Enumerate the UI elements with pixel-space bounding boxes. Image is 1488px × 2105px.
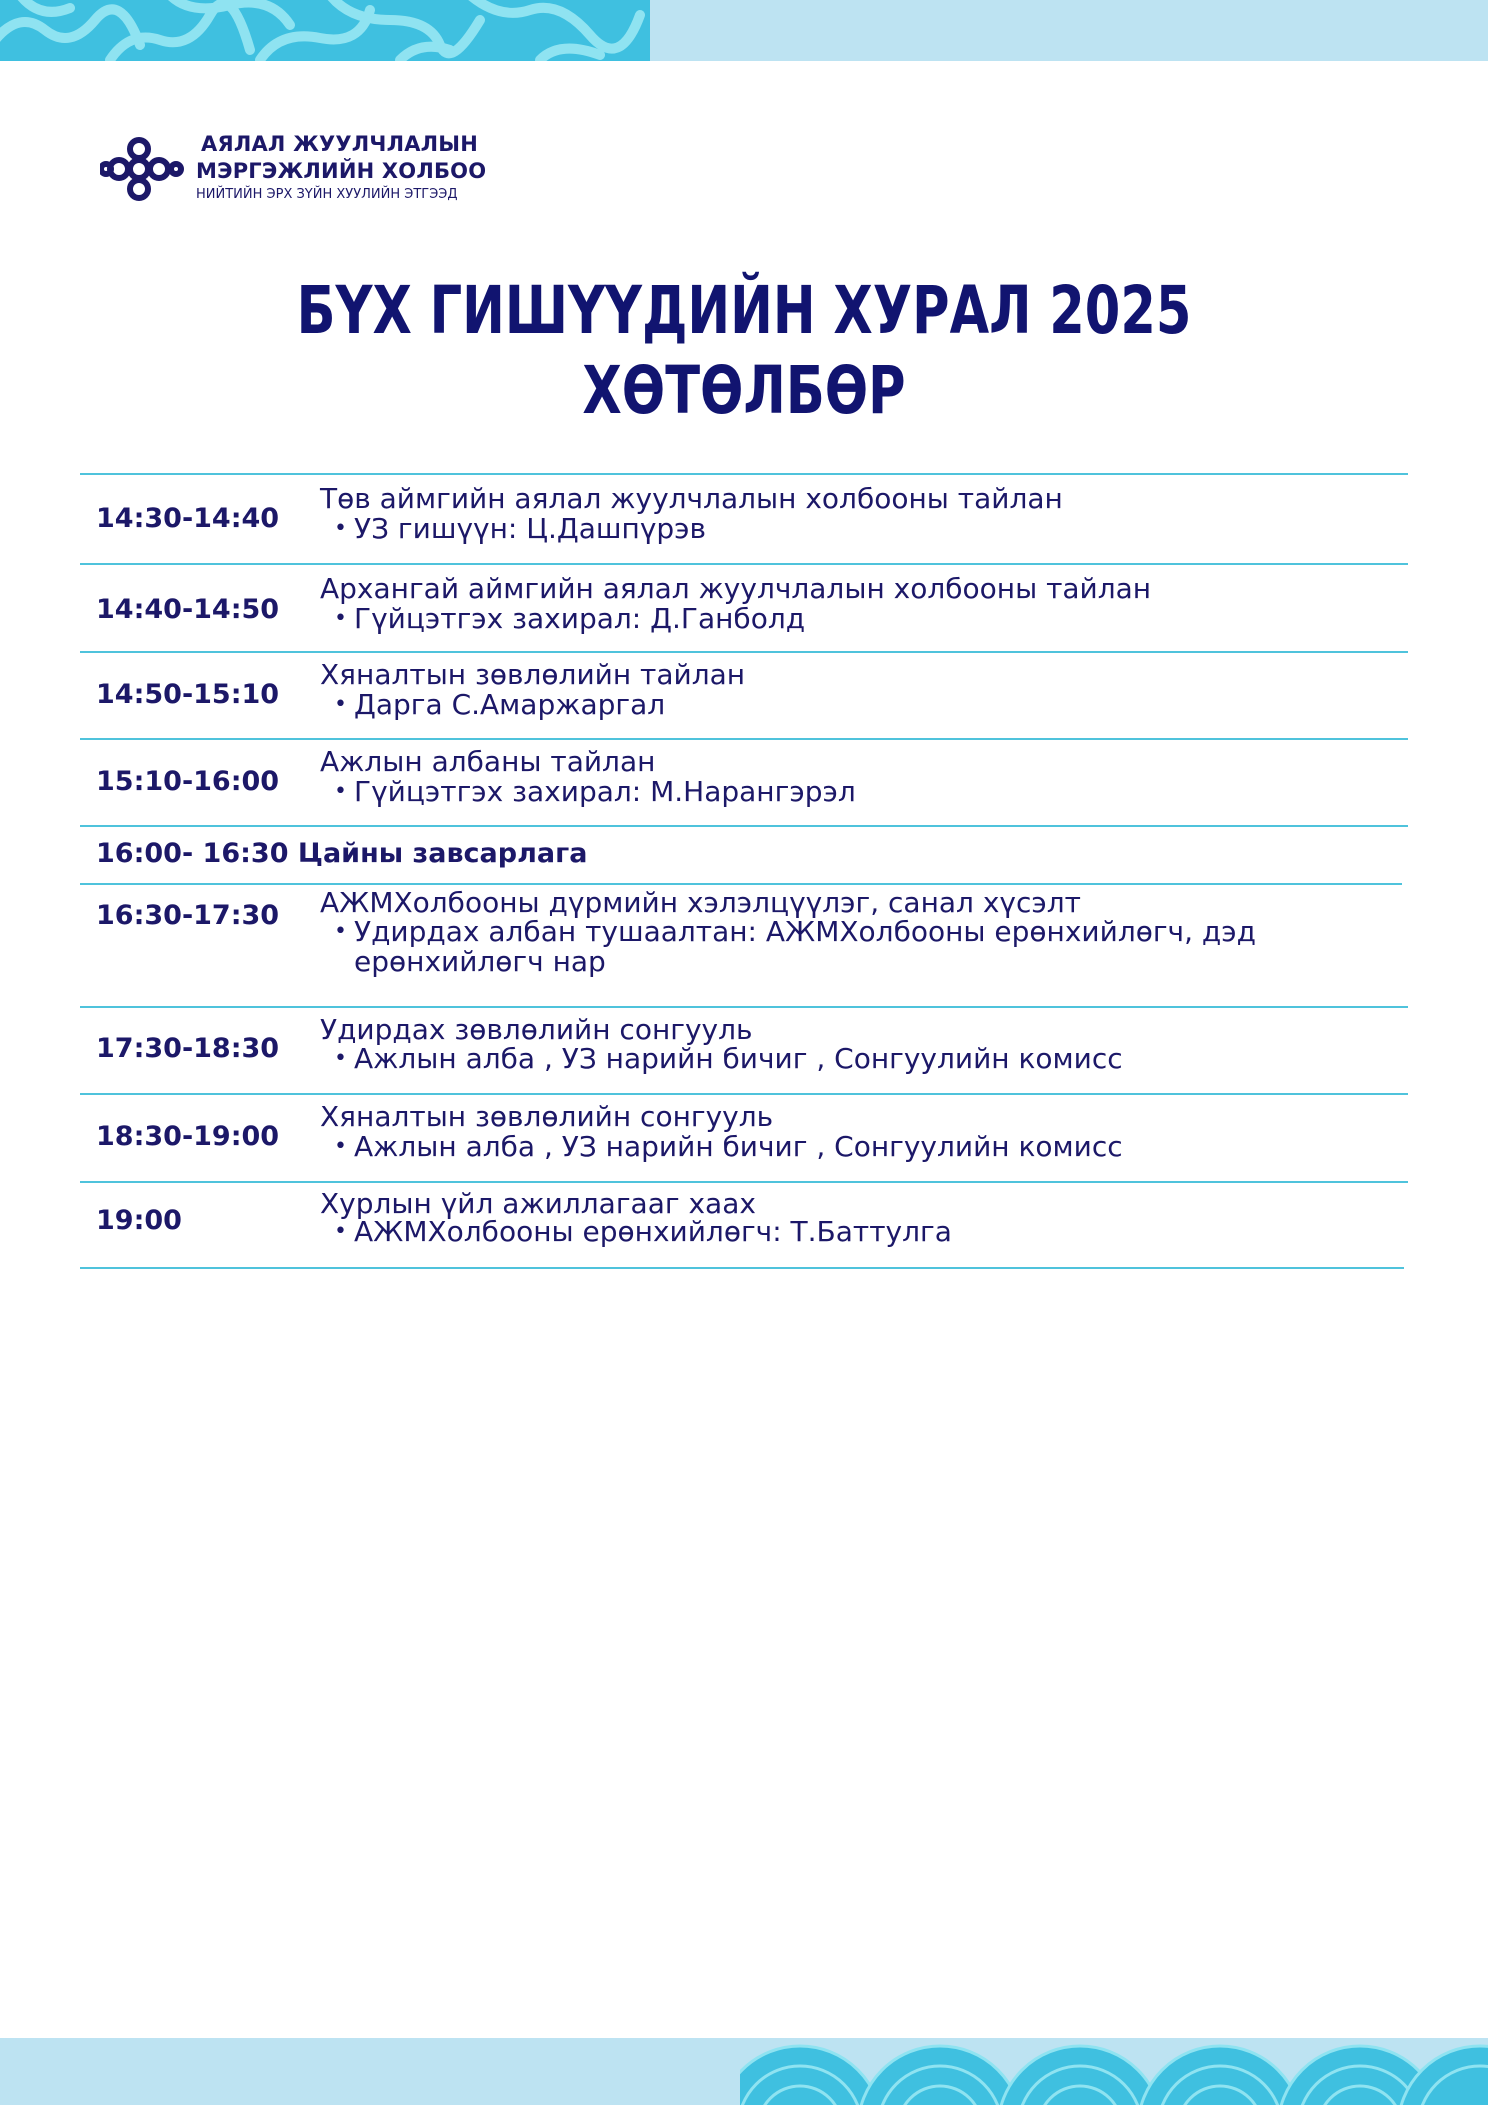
row-topic: Архангай аймгийн аялал жуулчлалын холбооны тайлан xyxy=(320,572,1152,605)
row-detail-text: Ажлын алба , УЗ нарийн бичиг , Сонгуулийн комисс xyxy=(354,1130,1123,1163)
row-time: 14:40-14:50 xyxy=(96,594,280,625)
top-pattern-graphic xyxy=(0,0,650,61)
logo-text-line1: АЯЛАЛ ЖУУЛЧЛАЛЫН xyxy=(201,132,479,156)
page-title-line1: БҮХ ГИШҮҮДИЙН ХУРАЛ 2025 xyxy=(296,272,1192,349)
schedule-row xyxy=(80,738,1408,825)
row-detail-text: Ажлын алба , УЗ нарийн бичиг , Сонгуулийн комисс xyxy=(354,1042,1123,1075)
endless-knot-icon xyxy=(100,134,186,204)
bullet-icon: • xyxy=(334,1134,347,1159)
row-divider xyxy=(80,1267,1404,1269)
schedule-row xyxy=(80,1093,1408,1181)
break-row xyxy=(80,825,1408,883)
row-detail xyxy=(334,512,1394,545)
schedule-row xyxy=(80,883,1408,1006)
page-title-line2: ХӨТӨЛБӨР xyxy=(582,352,906,429)
bullet-icon: • xyxy=(334,606,347,631)
row-topic: Ажлын албаны тайлан xyxy=(320,745,656,778)
logo-text-line2: МЭРГЭЖЛИЙН ХОЛБОО xyxy=(196,159,487,183)
row-detail-text-line2: ерөнхийлөгч нар xyxy=(354,945,606,978)
logo-text-line3: НИЙТИЙН ЭРХ ЗҮЙН ХУУЛИЙН ЭТГЭЭД xyxy=(196,187,458,202)
row-topic: Төв аймгийн аялал жуулчлалын холбооны тайлан xyxy=(320,482,1063,515)
top-decorative-band xyxy=(0,0,1488,61)
row-time: 16:30-17:30 xyxy=(96,900,280,931)
row-detail-text-line1: Удирдах албан тушаалтан: АЖМХолбооны ерөнхийлөгч, дэд xyxy=(354,915,1256,948)
row-topic: Хяналтын зөвлөлийн сонгууль xyxy=(320,1100,774,1133)
bullet-icon: • xyxy=(334,1219,347,1244)
schedule-row xyxy=(80,1006,1408,1093)
bullet-icon: • xyxy=(334,779,347,804)
row-topic: Хурлын үйл ажиллагааг хаах xyxy=(320,1187,756,1220)
row-detail-text: АЖМХолбооны ерөнхийлөгч: Т.Баттулга xyxy=(354,1215,952,1248)
bullet-icon: • xyxy=(334,919,347,944)
row-detail xyxy=(334,1042,1394,1075)
bullet-icon: • xyxy=(334,1046,347,1071)
row-detail xyxy=(334,602,1394,635)
row-detail xyxy=(334,1130,1394,1163)
bullet-icon: • xyxy=(334,692,347,717)
row-topic: АЖМХолбооны дүрмийн хэлэлцүүлэг, санал хүсэлт xyxy=(320,886,1081,919)
row-time: 15:10-16:00 xyxy=(96,766,280,797)
break-text: 16:00- 16:30 Цайны завсарлага xyxy=(96,838,588,869)
row-detail-text: Гүйцэтгэх захирал: М.Нарангэрэл xyxy=(354,775,856,808)
bullet-icon: • xyxy=(334,516,347,541)
bottom-pattern-graphic xyxy=(740,2038,1488,2105)
row-detail xyxy=(334,688,1394,721)
schedule-row xyxy=(80,473,1408,563)
row-detail xyxy=(334,915,1394,978)
row-time: 14:50-15:10 xyxy=(96,679,280,710)
row-time: 17:30-18:30 xyxy=(96,1033,280,1064)
row-detail xyxy=(334,1215,1394,1248)
schedule-row xyxy=(80,651,1408,738)
row-detail-text: УЗ гишүүн: Ц.Дашпүрэв xyxy=(354,512,707,545)
row-time: 18:30-19:00 xyxy=(96,1121,280,1152)
row-detail-text: Дарга С.Амаржаргал xyxy=(354,688,666,721)
row-topic: Хяналтын зөвлөлийн тайлан xyxy=(320,658,746,691)
row-detail-text: Гүйцэтгэх захирал: Д.Ганболд xyxy=(354,602,806,635)
row-time: 19:00 xyxy=(96,1205,182,1236)
row-topic: Удирдах зөвлөлийн сонгууль xyxy=(320,1013,753,1046)
schedule-row xyxy=(80,1181,1408,1267)
row-time: 14:30-14:40 xyxy=(96,503,280,534)
organization-logo xyxy=(100,130,520,210)
row-detail xyxy=(334,775,1394,808)
schedule-row xyxy=(80,563,1408,651)
bottom-decorative-band xyxy=(0,2038,1488,2105)
